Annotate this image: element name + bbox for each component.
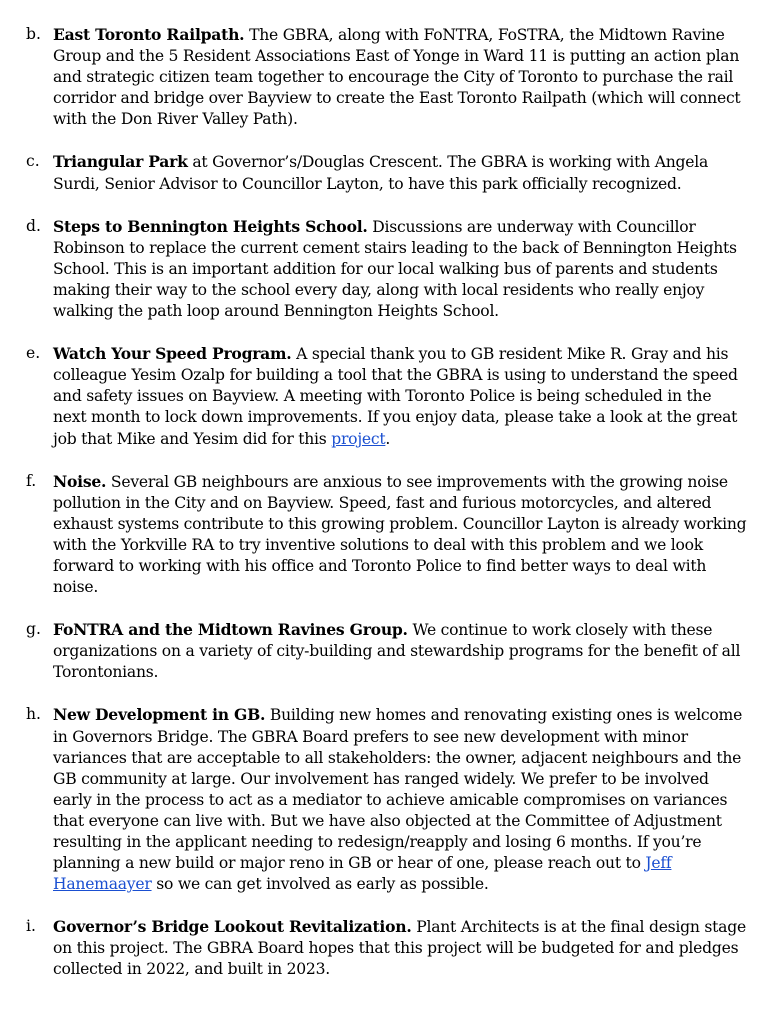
list-item-f	[26, 471, 749, 599]
item-body: We continue to work closely with these organizations on a variety of city-building and stewardship programs for the benefit of all Torontonians.	[53, 621, 741, 682]
list-item-text	[53, 916, 749, 980]
list-marker: e.	[26, 344, 41, 363]
item-body-end: so we can get involved as early as possible.	[151, 875, 489, 894]
item-heading: FoNTRA and the Midtown Ravines Group.	[53, 620, 408, 640]
list-marker: g.	[26, 620, 41, 639]
list-item-text	[53, 704, 749, 895]
jeff-hanemaayer-link[interactable]: Jeff Hanemaayer	[53, 854, 672, 894]
item-heading: Steps to Bennington Heights School.	[53, 216, 368, 236]
item-heading: Triangular Park	[53, 152, 188, 172]
list-marker: i.	[26, 917, 36, 936]
item-body-end: .	[385, 429, 391, 448]
list-marker: b.	[26, 25, 41, 43]
list-item-text	[53, 216, 749, 322]
list-item-text	[53, 151, 749, 194]
item-body: at Governor’s/Douglas Crescent. The GBRA is working with Angela Surdi, Senior Advisor to Councillor Layton, to have this park officially recognized.	[53, 153, 708, 193]
list-item-text	[53, 471, 749, 599]
list-item-i	[26, 916, 749, 980]
item-heading: Governor’s Bridge Lookout Revitalization.	[53, 917, 412, 937]
item-body: Plant Architects is at the final design stage on this project. The GBRA Board hopes that this project will be budgeted for and pledges collected in 2022, and built in 2023.	[53, 918, 746, 979]
project-link[interactable]: project	[331, 429, 386, 448]
item-body: The GBRA, along with FoNTRA, FoSTRA, the Midtown Ravine Group and the 5 Resident Associations East of Yonge in Ward 11 is putting an action plan and strategic citizen team together to encourage the City of Toronto to purchase the rail corridor and bridge over Bayview to create the East Toronto Railpath (which will connect with the Don River Valley Path).	[53, 26, 741, 129]
list-item-text	[53, 24, 749, 130]
list-marker: c.	[26, 152, 40, 171]
list-marker: f.	[26, 471, 37, 490]
item-heading: New Development in GB.	[53, 705, 266, 725]
list-marker: h.	[26, 705, 41, 724]
list-item-text	[53, 343, 749, 449]
item-heading: East Toronto Railpath.	[53, 25, 245, 44]
list-item-d	[26, 216, 749, 322]
item-body: Several GB neighbours are anxious to see improvements with the growing noise pollution in the City and on Bayview. Speed, fast and furious motorcycles, and altered exhaust systems contribute to this growing problem. Councillor Layton is already working with the Yorkville RA to try inventive solutions to deal with this problem and we look forward to working with his office and Toronto Police to find better ways to deal with noise.	[53, 472, 747, 597]
item-body: Building new homes and renovating existing ones is welcome in Governors Bridge. The GBRA Board prefers to see new development with minor variances that are acceptable to all stakeholders: the owner, adjacent neighbours and the GB community at large. Our involvement has ranged widely. We prefer to be involved early in the process to act as a mediator to achieve amicable compromises on variances that everyone can live with. But we have also objected at the Committee of Adjustment resulting in the applicant needing to redesign/reapply and losing 6 months. If you’re planning a new build or major reno in GB or hear of one, please reach out to	[53, 706, 743, 873]
item-body: Discussions are underway with Councillor Robinson to replace the current cement stairs leading to the back of Bennington Heights School. This is an important addition for our local walking bus of parents and students making their way to the school every day, along with local residents who really enjoy walking the path loop around Bennington Heights School.	[53, 217, 737, 321]
list-item-text	[53, 619, 749, 683]
list-marker: d.	[26, 216, 41, 235]
item-heading: Noise.	[53, 471, 107, 491]
list-item-b	[26, 24, 749, 130]
list-item-h	[26, 704, 749, 895]
list-item-c	[26, 151, 749, 194]
item-heading: Watch Your Speed Program.	[53, 344, 292, 364]
list-item-g	[26, 619, 749, 683]
list-item-e	[26, 343, 749, 449]
item-body: A special thank you to GB resident Mike R. Gray and his colleague Yesim Ozalp for building a tool that the GBRA is using to understand the speed and safety issues on Bayview. A meeting with Toronto Police is being scheduled in the next month to lock down improvements. If you enjoy data, please take a look at the great job that Mike and Yesim did for this	[53, 345, 738, 448]
